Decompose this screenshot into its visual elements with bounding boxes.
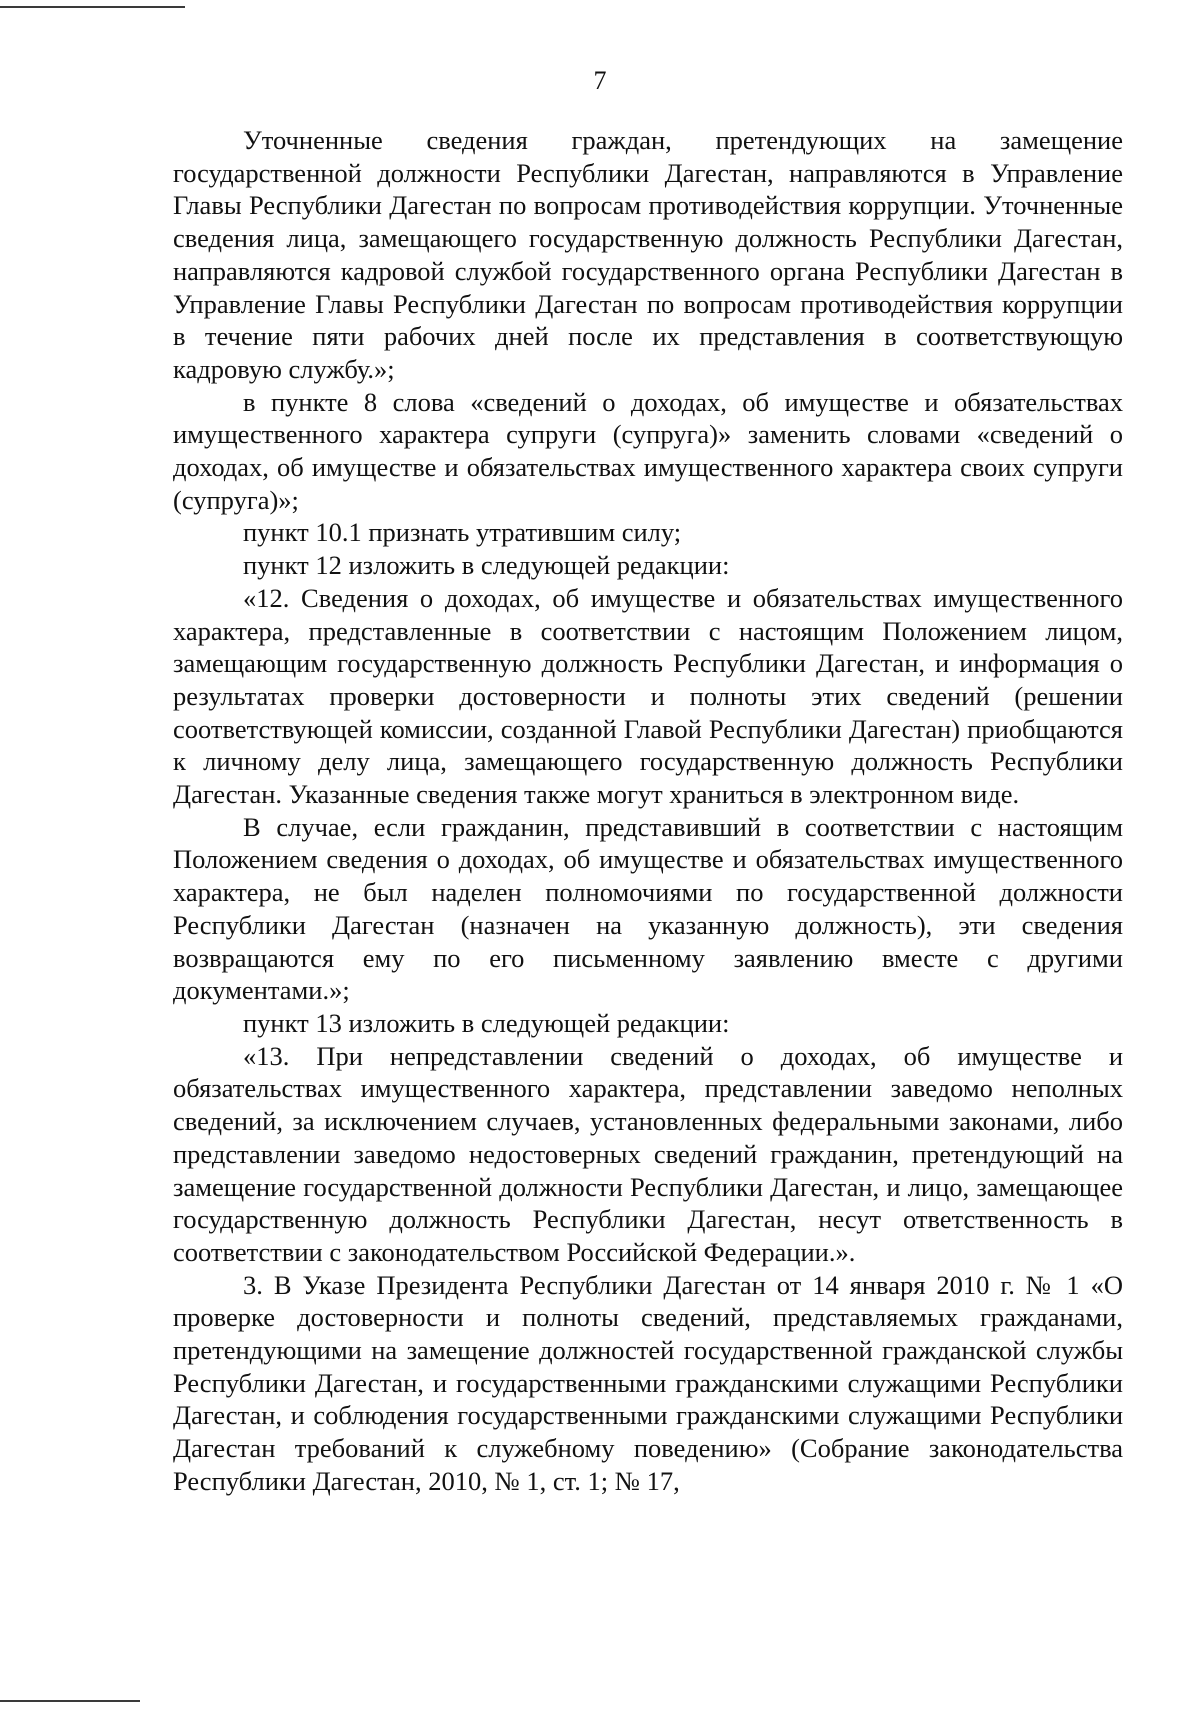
- paragraph-section-3: 3. В Указе Президента Республики Дагестан от 14 января 2010 г. № 1 «О проверке достоверности и полноты сведений, представляемых гражданами, претендующими на замещение должностей государственной гражданской службы Республики Дагестан, и государственными гражданскими служащими Республики Дагестан, и соблюдения государственными гражданскими служащими Республики Дагестан требований к служебному поведению» (Собрание законодательства Республики Дагестан, 2010, № 1, ст. 1; № 17,: [173, 1269, 1123, 1496]
- scan-edge-mark-bottom: [0, 1700, 140, 1702]
- paragraph-clause-13-text: «13. При непредставлении сведений о доходах, об имуществе и обязательствах имущественного характера, представлении заведомо неполных сведений, за исключением случаев, установленных федеральными законами, либо представлении заведомо недостоверных сведений гражданин, претендующий на замещение государственной должности Республики Дагестан, и лицо, замещающее государственную должность Республики Дагестан, несут ответственность в соответствии с законодательством Российской Федерации.».: [173, 1040, 1123, 1267]
- page-number: 7: [593, 66, 607, 95]
- document-body: [173, 124, 1123, 1498]
- paragraph-clause-13-intro: пункт 13 изложить в следующей редакции:: [243, 1007, 730, 1038]
- paragraph-refined-information: Уточненные сведения граждан, претендующих на замещение государственной должности Республики Дагестан, направляются в Управление Главы Республики Дагестан по вопросам противодействия коррупции. Уточненные сведения лица, замещающего государственную должность Республики Дагестан, направляются кадровой службой государственного органа Республики Дагестан в Управление Главы Республики Дагестан по вопросам противодействия коррупции в течение пяти рабочих дней после их представления в соответствующую кадровую службу.»;: [173, 125, 1123, 384]
- paragraph-clause-12-intro: пункт 12 изложить в следующей редакции:: [243, 550, 730, 581]
- paragraph-clause-8-amendment: в пункте 8 слова «сведений о доходах, об имуществе и обязательствах имущественного характера супруги (супруга)» заменить словами «сведений о доходах, об имуществе и обязательствах имущественного характера своих супруги (супруга)»;: [173, 386, 1123, 515]
- paragraph-clause-12-return: В случае, если гражданин, представивший в соответствии с настоящим Положением сведения о доходах, об имуществе и обязательствах имущественного характера, не был наделен полномочиями по государственной должности Республики Дагестан (назначен на указанную должность), эти сведения возвращаются ему по его письменному заявлению вместе с другими документами.»;: [173, 811, 1123, 1006]
- paragraph-clause-10-1-repeal: пункт 10.1 признать утратившим силу;: [243, 517, 682, 548]
- scan-edge-mark-top: [0, 6, 185, 8]
- paragraph-clause-12-text: «12. Сведения о доходах, об имуществе и обязательствах имущественного характера, представленные в соответствии с настоящим Положением лицом, замещающим государственную должность Республики Дагестан, и информация о результатах проверки достоверности и полноты этих сведений (решении соответствующей комиссии, созданной Главой Республики Дагестан) приобщаются к личному делу лица, замещающего государственную должность Республики Дагестан. Указанные сведения также могут храниться в электронном виде.: [173, 582, 1123, 810]
